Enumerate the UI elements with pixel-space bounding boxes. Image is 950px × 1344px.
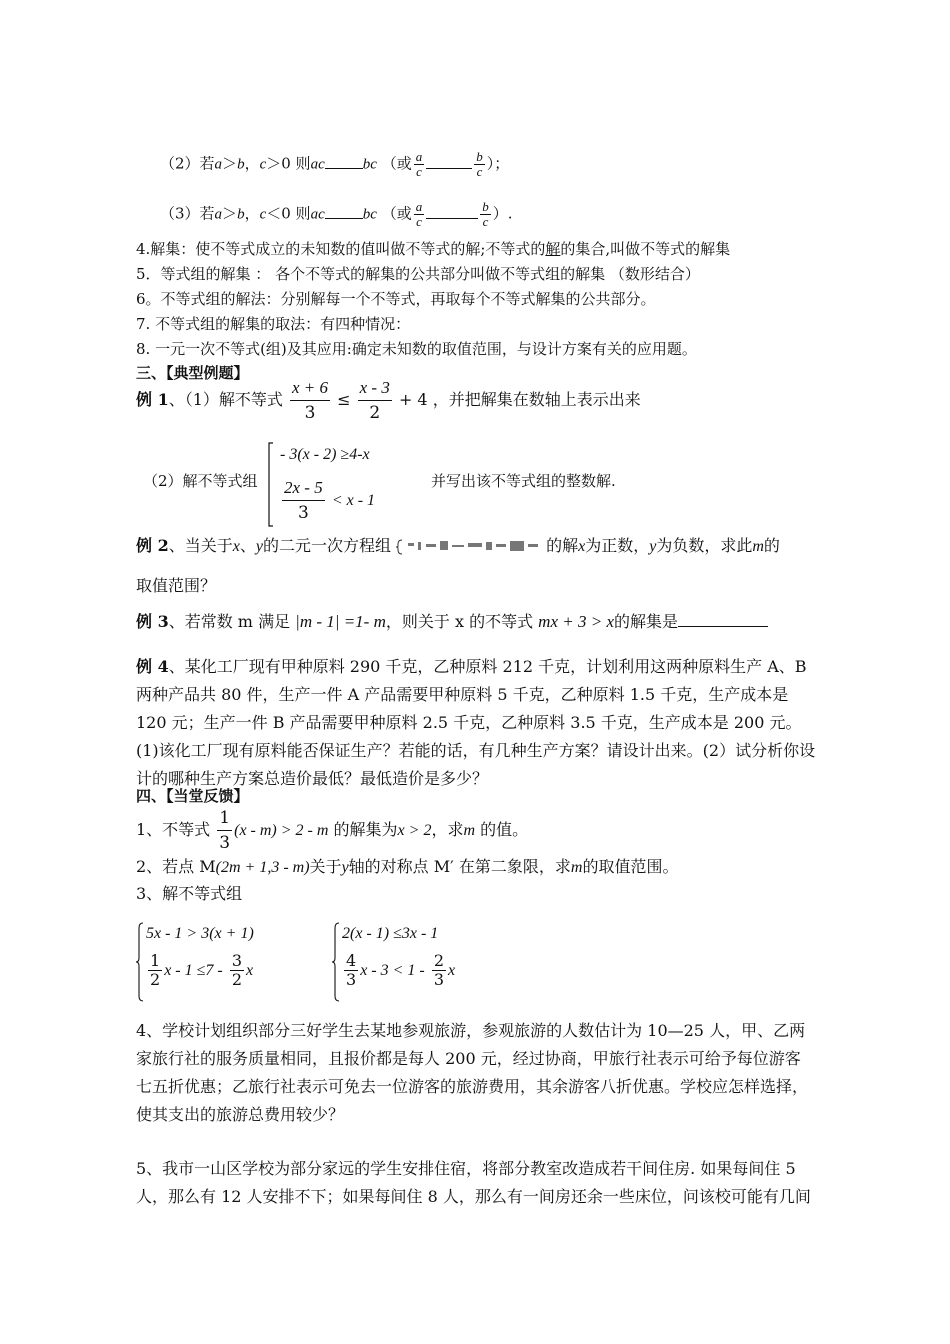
answer-blank[interactable] [678,612,768,627]
answer-blank[interactable] [426,154,472,169]
item-7: 7. 不等式组的解集的取法：有四种情况： [136,315,411,333]
example-2-line2: 取值范围？ [136,576,217,595]
answer-blank[interactable] [325,154,363,169]
brace-icon [136,922,144,1002]
feedback-system-1 [136,922,306,1002]
example-1-part2-lead: （2）解不等式组 [143,472,258,490]
feedback-q5: 5、我市一山区学校为部分家远的学生安排住宿，将部分教室改造成若干间住房. 如果每间住 5 人，那么有 12 人安排不下；如果每间住 8 人，那么有一间房还余一些床位，问该校可能有几间 [136,1159,811,1206]
system-row-1: - 3(x - 2) ≥4-x [280,446,370,463]
feedback-system-2 [332,922,502,1002]
answer-blank[interactable] [426,204,478,219]
property-3: （3）若a＞b，c＜0 则ac bc （或 $\frac{a}{c}$ $\frac{b}{c}$ ）. [160,199,513,229]
feedback-q3: 3、解不等式组 [136,884,243,903]
brace-icon [332,922,340,1002]
system-row-1: 5x - 1 > 3(x + 1) [146,925,254,942]
feedback-q2: 2、若点 M(2m + 1,3 - m)关于y轴的对称点 M′ 在第二象限，求m的取值范围。 [136,857,679,876]
example-1-part2-tail: 并写出该不等式组的整数解. [431,472,616,490]
item-5: 5．等式组的解集 ： 各个不等式的解集的公共部分叫做不等式组的解集 （数形结合） [136,265,700,283]
section-heading-feedback: 四、【当堂反馈】 [136,787,249,805]
feedback-q1: 1、不等式 $\frac{1}{3}$ (x - m) > 2 - m 的解集为x > 2，求m 的值。 [136,808,529,853]
item-6: 6。不等式组的解法：分别解每一个不等式，再取每个不等式解集的公共部分。 [136,290,656,308]
section-heading-examples: 三、【典型例题】 [136,364,249,382]
system-row-2: $\frac{1}{2}$ x - 1 ≤7 - $\frac{3}{2}$ x [150,951,254,989]
answer-blank[interactable] [325,204,363,219]
example-1-system [266,442,406,528]
example-1-part1: 例 1、（1）解不等式 $\frac{x + 6}{3}$ ≤ $\frac{x - 3}{2}$ + 4 ，并把解集在数轴上表示出来 [136,378,641,423]
example-2: 例 2、当关于x、y的二元一次方程组 的解x为正数，y为负数，求此m的 [136,536,780,555]
system-row-2: $\frac{4}{3}$ x - 3 < 1 - $\frac{2}{3}$ x [346,951,456,989]
item-8: 8. 一元一次不等式(组)及其应用:确定未知数的取值范围，与设计方案有关的应用题。 [136,340,697,358]
item-4: 4.解集：使不等式成立的未知数的值叫做不等式的解;不等式的解的集合,叫做不等式的解集 [136,240,731,258]
example-3: 例 3、若常数 m 满足 |m - 1| =1- m，则关于 x 的不等式 mx + 3 > x的解集是 [136,612,768,632]
brace-icon [266,442,274,528]
property-2: （2）若a＞b，c＞0 则ac bc （或 $\frac{a}{c}$ $\frac{b}{c}$ ）； [160,149,510,179]
example-4: 例 4、某化工厂现有甲种原料 290 千克，乙种原料 212 千克，计划利用这两种原料生产 A、B 两种产品共 80 件，生产一件 A 产品需要甲种原料 5 千克，乙种原料 1.5 千克，生产成本是 120 元；生产一件 B 产品需要甲种原料 2.5 千克，乙种原料 3.5 千克，生产成本是 200 元。(1)该化工厂现有原料能否保证生产？若能的话，有几种生产方案？请设计出来。(2）试分析你设计的哪种生产方案总造价最低？最低造价是多少？ [136,657,816,788]
equation-system-image [396,538,546,556]
feedback-q4: 4、学校计划组织部分三好学生去某地参观旅游，参观旅游的人数估计为 10—25 人，甲、乙两家旅行社的服务质量相同，且报价都是每人 200 元，经过协商，甲旅行社表示可给予每位游客七五折优惠；乙旅行社表示可免去一位游客的旅游费用，其余游客八折优惠。学校应怎样选择，使其支出的旅游总费用较少？ [136,1021,809,1124]
system-row-2: $\frac{2x - 5}{3}$ < x - 1 [284,478,376,523]
system-row-1: 2(x - 1) ≤3x - 1 [342,925,439,942]
